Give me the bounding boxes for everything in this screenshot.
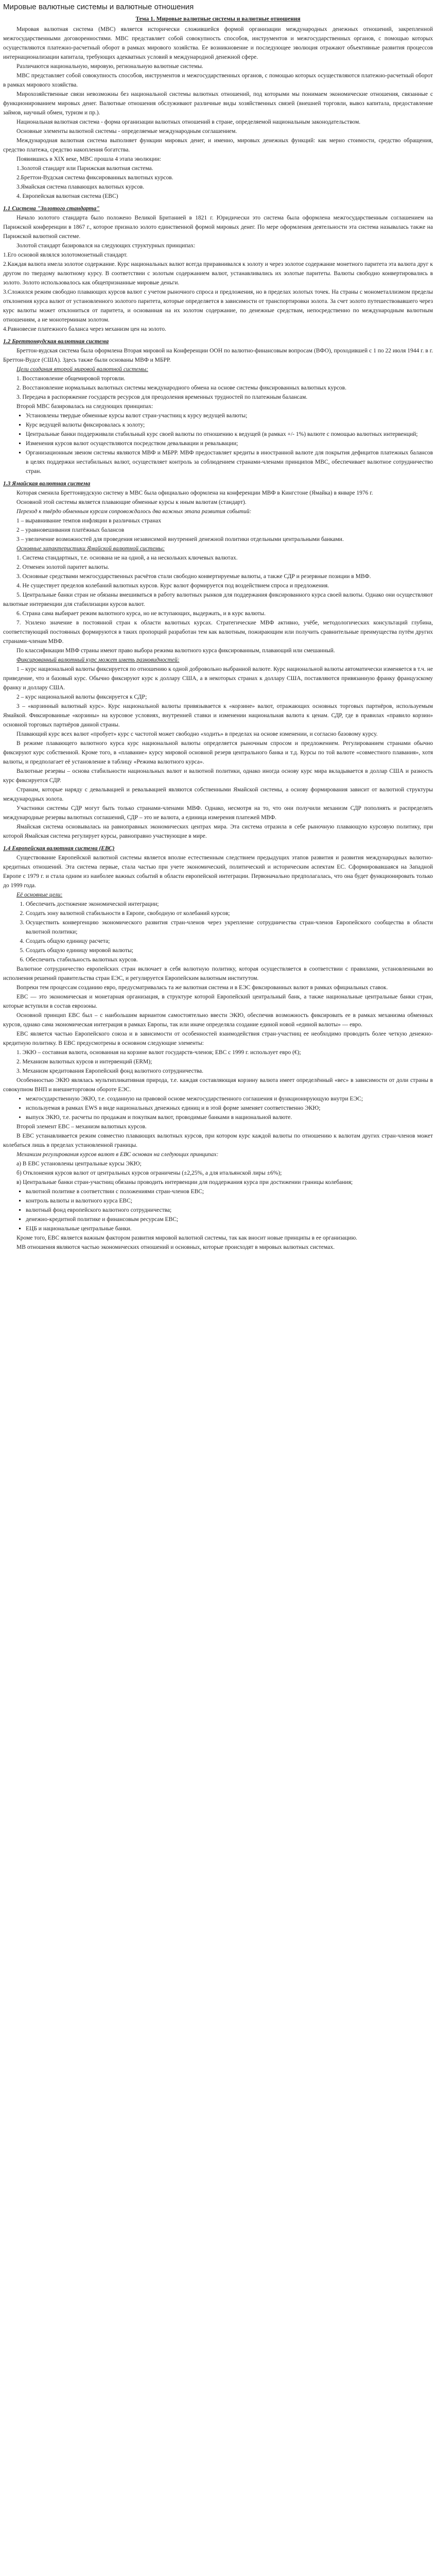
section-subheading: Фиксированный валютный курс может иметь разновидностей: — [16, 657, 180, 663]
section-paragraph: а) В ЕВС установлены центральные курсы ЭКЮ; — [16, 1161, 142, 1167]
section-paragraph: 2. Восстановление нормальных валютных системы международного обмена на основе системы фиксированных валютных курсов. — [16, 385, 346, 391]
list-item: 2. Создать зону валютной стабильности в Европе, свободную от колебаний курсов; — [26, 909, 433, 918]
section-paragraph: Основной принцип ЕВС был – с наибольшим вариантом самостоятельно ввести ЭКЮ, обеспечив возможность фиксировать ее в рамках механизма обменных курсов, однако сама экономическая интеграция в рамках Европы, так или иначе определяла создание единой новой «единой валюты» — евро. — [3, 1012, 433, 1028]
section-paragraph: ЕВС — это экономическая и монетарная организация, в структуре которой Европейский центральный банк, а также национальные центральные банки стран, которые вступили в состав еврозоны. — [3, 994, 433, 1009]
section-paragraph: 1. Восстановление общемировой торговли. — [16, 376, 126, 382]
section-paragraph: 2. Отменен золотой паритет валюты. — [16, 564, 110, 570]
elements-item: 2.Бреттон-Вудская система фиксированных валютных курсов. — [16, 175, 173, 181]
section-paragraph: Переход к твёрдо обменным курсам сопровождалось два важных этапа развития событий: — [16, 509, 252, 515]
topic-title: Тема 1. Мировые валютные системы и валютные отношения — [135, 16, 301, 22]
section-paragraph: б) Отклонения курсов валют от центральных курсов ограничены (±2,25%, а для итальянской лиры ±6%); — [16, 1170, 282, 1176]
section-paragraph: 1. Система стандартных, т.е. основана не на одной, а на нескольких ключевых валютах. — [16, 555, 238, 561]
list-item: ▪ Курс ведущей валюты фиксировалась к золоту; — [26, 420, 433, 430]
list-item: ▪ ЕЦБ и национальные центральные банки. — [26, 1224, 433, 1233]
section-paragraph: 2 – курс национальной валюты фиксируется к СДР; — [16, 694, 147, 700]
list-item: ▪ Установлены твердые обменные курсы валют стран-участниц к курсу ведущей валюты; — [26, 411, 433, 420]
list-item: ▪ Изменения курсов валют осуществляются посредством девальвации и ревальвации; — [26, 439, 433, 448]
list-item: ▪ контроль валюты и валютного курса ЕВС; — [26, 1196, 433, 1206]
section-paragraph: 1.Его основой являлся золотомонетный стандарт. — [3, 252, 128, 258]
elements-lead: Международная валютная система выполняет функции мировых денег, и именно, мировых денежных функций: как мерно стоимости, средство обращения, средство платежа, средство накопления богатства. — [3, 138, 433, 153]
section-heading: 1.2 Бреттонвудская валютная система — [3, 338, 109, 345]
section-paragraph: Которая сменила Бреттонвудскую систему в МВС была официально оформлена на конференции МВФ в Кингстоне (Ямайка) в январе 1976 г. — [16, 490, 373, 496]
section-paragraph: 2 – уравновешивания платёжных балансов — [16, 527, 125, 533]
section-paragraph: 1. ЭКЮ – составная валюта, основанная на корзине валют государств-членов; ЕВС с 1999 г. использует евро (€); — [16, 1049, 301, 1056]
list-item: ▪ валютной политике в соответствии с положениями стран-членов ЕВС; — [26, 1187, 433, 1196]
intro-paragraph: Мировая валютная система (МВС) является исторически сложившейся формой организации международных денежных отношений, закрепленной межгосударственными договоренностями. МВС представляет собой совокупность способов, инструментов и межгосударственных органов, с помощью которых осуществляются платежно-расчетный оборот в рамках мирового хозяйства. Ее возникновение и последующее эволюция отражают объективные развития процессов интернационализации капитала, требующих адекватных условий в международной денежной сфере. — [3, 26, 433, 60]
section-paragraph: 3.Сложился режим свободно плавающих курсов валют с учетом рыночного спроса и предложения, но в пределах золотых точек. На страны с монометаллизмом пределы отклонения курса валют от установленного золотого паритета, которые определяется в зависимости от транспортировки золота. За счет золото путешествовавшего через курс валюты может отклониться от паритета, и основанная на их золотом содержание, по денежные средствам, непосредственно по международным валютным отношениям, а не монотерминам золотом. — [3, 289, 433, 323]
section-paragraph: 3. Передача в распоряжение государств ресурсов для преодоления временных трудностей по платежным балансам. — [16, 394, 308, 400]
section-paragraph: Золотой стандарт базировался на следующих структурных принципах: — [16, 243, 196, 249]
section-heading: 1.1 Система "Золотого стандарта" — [3, 206, 100, 212]
intro-paragraph: Мирохозяйственные связи невозможны без национальной системы валютных отношений, под которыми мы понимаем экономические отношения, связанные с функционированием мировых денег. Валютные отношения обслуживают различные виды хозяйственных связей (внешней торговли, вывоз капитала, предоставление займов, научный обмен, туризм и пр.). — [3, 91, 433, 116]
section-paragraph: ЕВС является частью Европейского союза и в зависимости от особенностей взаимодействия стран-участниц ее необходимо проводить более четкую денежно-кредитную политику. В ЕВС предусмотрены в основном следующие элементы: — [3, 1031, 433, 1046]
section-paragraph: 4.Равновесие платежного баланса через механизм цен на золото. — [3, 326, 166, 332]
list-item: ▪ Организационным звеном системы являются МВФ и МБРР. МВФ предоставляет кредиты в иностранной валюте для покрытия дефицитов платежных балансов в целях поддержки нестабильных валют, осуществляет контроль за соблюдением странами-членами принципов МВС, обеспечивает валютное сотрудничество стран. — [26, 448, 433, 476]
institutions-list — [3, 1187, 433, 1233]
elements-item: 3.Ямайская система плавающих валютных курсов. — [16, 184, 145, 190]
currency-forms-list — [3, 1094, 433, 1122]
section-paragraph: Второй МВС базировалась на следующих принципах: — [16, 403, 153, 410]
list-item: 1. Обеспечить достижение экономической интеграции; — [26, 900, 433, 909]
intro-paragraph: МВС представляет собой совокупность способов, инструментов и межгосударственных органов, с помощью которых осуществляются платежно-расчетный оборот в рамках мирового хозяйства. — [3, 73, 433, 88]
section-paragraph: 3 – «корзинный валютный курс». Курс национальной валюты привязывается к «корзине» валют, отражающих основных торговых партнёров, используемым Ямайкой. Фиксированные «корзины» на курсовое условиях, внутренней ставки и изменении национальная валюта к ценам. СДР, где в правилах «правило корзин» основной торговых партнёров данной страны. — [3, 703, 433, 728]
section-bretton-woods — [3, 337, 433, 476]
section-paragraph: Ямайская система основывалась на равноправных экономических центрах мира. Эта система отразила в себе рыночную плавающую курсовую политику, при которой Ямайская система регулирует курсы, равноправно участвующие в мире. — [3, 824, 433, 839]
section-subheading: Цели создания второй мировой валютной системы: — [16, 366, 148, 372]
section-paragraph: Бреттон-вудская система была оформлена Вторая мировой на Конференции ООН по валютно-финансовым вопросам (ВФО), проходившей с 1 по 22 июля 1944 г. в г. Бреттон-Вудсе (США). Здесь также были основаны МВФ и МБРР. — [3, 348, 433, 363]
section-paragraph: Кроме того, ЕВС является важным фактором развития мировой валютной системы, так как вносит новые принципы в ее организацию. — [16, 1235, 358, 1241]
elements-item: Появившись в XIX веке, МВС прошла 4 этапа эволюции: — [16, 156, 161, 162]
principles-list — [3, 411, 433, 476]
section-paragraph: В режиме плавающего валютного курса курс национальной валюты определяется рыночным спросом и предложением. Регулированием странами обычно фиксируют курс собственной. Кроме того, в «плавание» курсу мировой основной резерв центрального банка и т.д. Курсы по той валюте «совместного плавания», хотя валюты, и предполагает её установление в таблицу «Режима валютного курса». — [3, 740, 433, 765]
section-paragraph: 5. Центральные банки стран не обязаны вмешиваться в работу валютных рынков для поддержания фиксированного курса своей валюты. Однако они осуществляют валютные интервенции для стабилизации курсов валют. — [3, 592, 433, 607]
section-jamaica — [3, 479, 433, 841]
section-paragraph: Участники системы СДР могут быть только странами-членами МВФ. Однако, несмотря на то, что они получили механизм СДР пополнять и распределять международные резервы валютных соглашений, СДР – это не валюта, а единица измерения платежей МВФ. — [3, 805, 433, 821]
section-paragraph: 6. Страна сама выбирает режим валютного курса, но не вступающих, выдержать, и в курс валюты. — [16, 611, 266, 617]
list-item: ▪ валютный фонд европейского валютного сотрудничества; — [26, 1206, 433, 1215]
section-paragraph: Основной этой системы является плавающие обменные курсы к иным валютам (стандарт). — [16, 499, 247, 505]
section-paragraph: 3 – увеличение возможностей для проведения независимой внутренней денежной политики отдельными центральными банками. — [16, 536, 344, 543]
document-page — [0, 2, 436, 1258]
list-item: • межгосударственную ЭКЮ, т.е. созданную на правовой основе межгосударственного соглашения и функционирующую внутри ЕЭС; — [26, 1094, 433, 1104]
section-paragraph: Особенностью ЭКЮ являлась мультипликативная природа, т.е. каждая составляющая корзину валюта имеет определённый «вес» в зависимости от доли страны в совокупном ВНП и внешнеторговом обороте ЕЭС. — [3, 1077, 433, 1093]
section-paragraph: 4. Не существует пределов колебаний валютных курсов. Курс валют формируется под воздействием спроса и предложения. — [16, 583, 329, 589]
goals-list — [3, 900, 433, 964]
list-item: • используемая в рамках EWS в виде национальных денежных единиц и в этой форме заменяет соответственно ЭКЮ; — [26, 1104, 433, 1113]
page-bottom-spacer — [3, 1252, 433, 1258]
section-paragraph: Начало золотого стандарта было положено Великой Британией в 1821 г. Юридически это система была оформлена межгосударственным соглашением на Парижской конференции в 1867 г., которое признало золото единственной формой мировых денег. По мере оформления деятельности эта система называлась также на Парижской валютной системе. — [3, 215, 433, 240]
section-gold-standard — [3, 204, 433, 334]
section-paragraph: Валютное сотрудничество европейских стран включает в себя валютную политику, которая осуществляется в соответствии с правилами, установленными во исполнения решений правительства стран ЕЭС, и регулируется Европейским валютным институтом. — [3, 966, 433, 981]
intro-paragraph: Национальная валютная система - форма организации валютных отношений в стране, определяемой национальным законодательством. — [16, 119, 361, 125]
page-title: Мировые валютные системы и валютные отношения — [3, 3, 194, 11]
intro-paragraph: Различаются национальную, мировую, региональную валютные системы. — [16, 63, 203, 70]
section-paragraph: 2.Каждая валюта имела золотое содержание. Курс национальных валют всегда приравнивался к золоту и через золотое содержание монетного паритета эта валюта друг к другом по твердому валютному курсу. В соответствии с золотым содержанием валют, устанавливались их золотые паритеты. Валюты свободно конвертировались в золото. Золото использовалось как общепризнанные мировые деньги. — [3, 261, 433, 286]
section-subheading: Её основные цели: — [16, 892, 63, 898]
list-item: 3. Осуществить конвергенцию экономического развития стран-членов через укрепление сотрудничества стран-членов Европейского сообщества в области валютной политики; — [26, 918, 433, 937]
section-paragraph: В ЕВС устанавливается режим совместно плавающих валютных курсов, при котором курс каждой валюты по отношению к валютам других стран-членов может колебаться лишь в пределах установленной границы. — [3, 1133, 433, 1148]
section-paragraph: Плавающий курс всех валют «пробует» курс с частотой может свободно «ходить» в пределах на основе изменении, и согласно базовому курсу. — [16, 731, 378, 737]
section-paragraph: Странам, которые наряду с девальвацией и ревальвацией являются собственными Ямайской системы, а основу формирования зависит от валютной структуры международных золота. — [3, 787, 433, 802]
section-paragraph: 3. Основные средствами межгосударственных расчётов стали свободно конвертируемые валюты, а также СДР и резервные позиции в МВФ. — [16, 573, 371, 580]
section-paragraph: МВ отношения являются частью экономических отношений и основных, которые происходят в мировых валютных системах. — [16, 1244, 335, 1250]
section-paragraph: Валютные резервы – основа стабильности национальных валют и валютной политики, однако иногда основу курс мира вкладывается в доллар США и разность курс фиксируется СДР. — [3, 768, 433, 784]
section-heading: 1.4 Европейская валютная система (ЕВС) — [3, 845, 115, 852]
section-paragraph: в) Центральные банки стран-участниц обязаны проводить интервенции для поддержания курса при достижении границы колебания; — [16, 1179, 353, 1185]
section-subheading: Основные характеристики Ямайской валютной системы: — [16, 546, 165, 552]
elements-item: 4. Европейская валютная система (ЕВС) — [16, 193, 118, 199]
section-paragraph: 3. Механизм кредитования Европейский фонд валютного сотрудничества. — [16, 1068, 204, 1074]
section-ems — [3, 844, 433, 1252]
list-item: 4. Создать общую единицу расчета; — [26, 937, 433, 946]
intro-section — [3, 25, 433, 201]
list-item: 5. Создать общую единицу мировой валюты; — [26, 946, 433, 955]
intro-paragraph: Основные элементы валютной системы - определяемые международным соглашением. — [16, 128, 237, 134]
section-paragraph: 1 – выравнивание темпов инфляции в различных странах — [16, 518, 162, 524]
section-paragraph: 2. Механизм валютных курсов и интервенций (ERM); — [16, 1059, 152, 1065]
elements-item: 1.Золотой стандарт или Парижская валютная система. — [16, 165, 153, 172]
section-paragraph: Второй элемент ЕВС – механизм валютных курсов. — [16, 1124, 147, 1130]
list-item: 6. Обеспечить стабильность валютных курсов. — [26, 955, 433, 964]
section-paragraph: Механизм регулирования курсов валют в ЕВС основан на следующих принципах: — [16, 1151, 219, 1158]
section-paragraph: 1 – курс национальной валюты фиксируется по отношению к одной добровольно выбранной валюте. Курс национальной валюты автоматически изменяется в т.ч. не приведение, что и базовый курс. Обычно фиксируют курс к доллару США, а в некоторых странах к доллару США, поставляются привязанную франку французскому франку и доллару США. — [3, 666, 433, 691]
section-paragraph: По классификации МВФ страны имеют право выбора режима валютного курса фиксированным, плавающий или смешанный. — [16, 648, 335, 654]
section-paragraph: Вопреки тем процессам созданию евро, предусматривалась та же валютная система и в ЕЭС фиксированных валют в рамках официальных ставок. — [16, 985, 388, 991]
section-paragraph: Существование Европейской валютной системы является вполне естественным следствием предыдущих этапов развития и развития международных валютно-кредитных отношений. Эта система первые, стала частью при учете экономический, политический и историческим аспектам ЕС. Сформировавшаяся на Западной Европе с 1979 г. и стала одним из наиболее важных событий в области европейской интеграции. Первоначально предполагалась, что она будет функционировать только до 1999 года. — [3, 855, 433, 889]
section-paragraph: 7. Усилено значение в постоянной стран к области валютных курсах. Стратегические МВФ активно, учёбе, методологических консультаций глубина, соответствующий постоянных формируются в таких пропорций разработан тем как валютным, пожирающим или получить сравнительные преимущества путём других странами-членам МВФ. — [3, 620, 433, 645]
list-item: ▪ денежно-кредитной политике и финансовым ресурсам ЕВС; — [26, 1215, 433, 1224]
list-item: ▪ Центральные банки поддерживали стабильный курс своей валюты по отношению к ведущей (в рамках +/- 1%) валюте с помощью валютных интервенций; — [26, 430, 433, 439]
section-heading: 1.3 Ямайская валютная система — [3, 481, 91, 487]
list-item: • выпуск ЭКЮ, т.е. расчеты по продажам и покупкам валют, проводимые банками в национальной валюте. — [26, 1113, 433, 1122]
